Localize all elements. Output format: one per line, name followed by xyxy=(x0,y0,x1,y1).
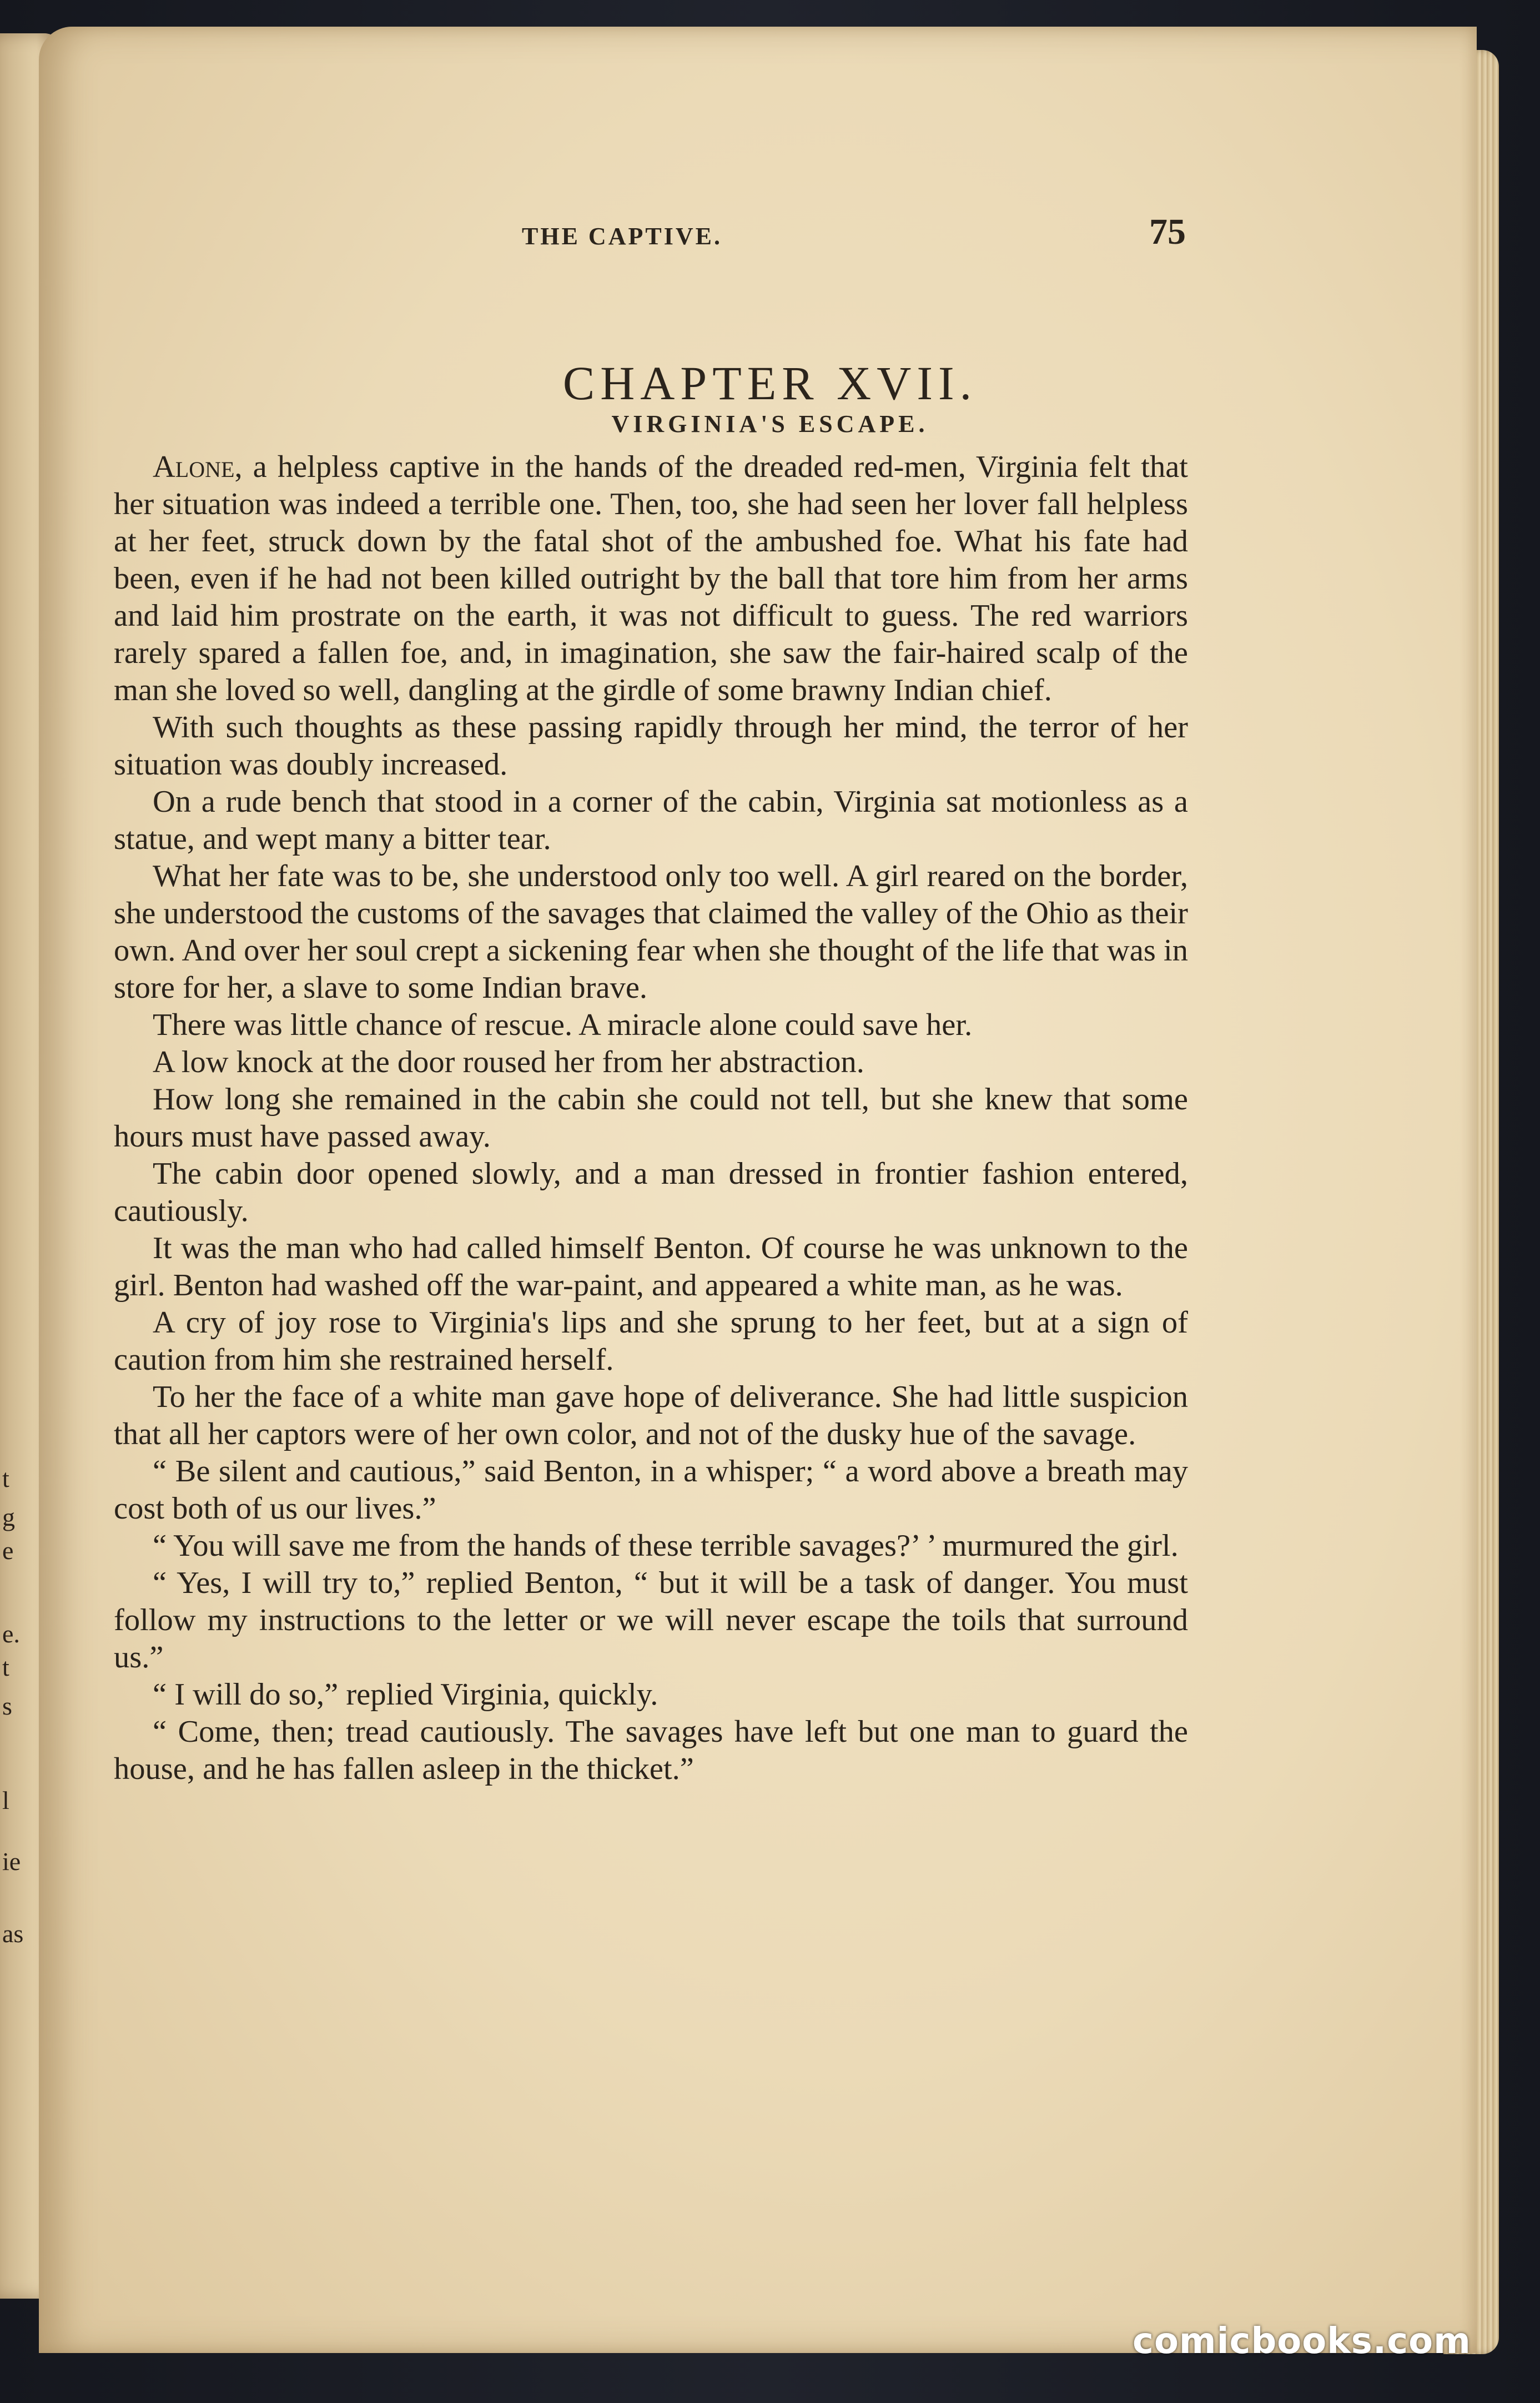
left-page-fragment: t xyxy=(2,1464,9,1492)
paragraph: The cabin door opened slowly, and a man dressed in frontier fashion entered, cautiously. xyxy=(114,1157,1188,1228)
site-watermark: comicbooks.com xyxy=(1133,2321,1471,2362)
left-page-fragment: g xyxy=(2,1503,15,1531)
paragraph xyxy=(114,449,1188,709)
chapter-title: CHAPTER XVII. xyxy=(562,356,978,410)
paragraph: What her fate was to be, she understood only too well. A girl reared on the border, she understood the customs of the savages that claimed the valley of the Ohio as their own. And over her soul crept a sickening fear when she thought of the life that was in store for her, a slave to some Indian brave. xyxy=(114,859,1188,1005)
paragraph: “ Come, then; tread cautiously. The savages have left but one man to guard the house, and he has fallen asleep in the thicket.” xyxy=(114,1715,1188,1786)
left-page-fragment: t xyxy=(2,1653,9,1681)
left-page-fragment: e. xyxy=(2,1620,20,1648)
paragraph: How long she remained in the cabin she could not tell, but she knew that some hours must have passed away. xyxy=(114,1082,1188,1154)
left-page-fragment: as xyxy=(2,1919,24,1948)
running-head: THE CAPTIVE. xyxy=(522,223,722,250)
paragraph: There was little chance of rescue. A miracle alone could save her. xyxy=(153,1008,973,1042)
left-page-fragment: ie xyxy=(2,1847,21,1876)
paragraph: “ You will save me from the hands of these terrible savages?’ ’ murmured the girl. xyxy=(153,1529,1179,1563)
paragraph-lead-word: Alone, xyxy=(153,450,243,484)
paragraph: A low knock at the door roused her from her abstraction. xyxy=(153,1045,864,1079)
paragraph: “ I will do so,” replied Virginia, quickly. xyxy=(153,1677,658,1712)
left-page-fragment: e xyxy=(2,1536,14,1565)
chapter-subtitle: VIRGINIA'S ESCAPE. xyxy=(611,410,929,438)
paragraph-text: a helpless captive in the hands of the dreaded red-men, Virginia felt that her situation was indeed a terrible one. Then, too, she had seen her lover fall helpless at her feet, struck down by the fatal shot of the ambushed foe. What his fate had been, even if he had not been killed outright by the ball that tore him from her arms and laid him prostrate on the earth, it was not difficult to guess. The red warriors rarely spared a fallen foe, and, in imagination, she saw the fair-haired scalp of the man she loved so well, dangling at the girdle of some brawny Indian chief. xyxy=(114,450,1188,707)
page-number: 75 xyxy=(1149,212,1186,252)
left-page-fragment: l xyxy=(2,1786,9,1814)
paragraph: On a rude bench that stood in a corner of the cabin, Virginia sat motionless as a statue, and wept many a bitter tear. xyxy=(114,785,1188,856)
left-page-fragment: s xyxy=(2,1692,12,1720)
paragraph: “ Yes, I will try to,” replied Benton, “ but it will be a task of danger. You must follow my instructions to the letter or we will never escape the toils that surround us.” xyxy=(114,1566,1188,1675)
paragraph: A cry of joy rose to Virginia's lips and she sprung to her feet, but at a sign of caution from him she restrained herself. xyxy=(114,1305,1188,1377)
paragraph: With such thoughts as these passing rapidly through her mind, the terror of her situation was doubly increased. xyxy=(114,710,1188,782)
paragraph: “ Be silent and cautious,” said Benton, in a whisper; “ a word above a breath may cost both of us our lives.” xyxy=(114,1454,1188,1526)
chapter-body xyxy=(114,449,1188,1788)
paragraph: It was the man who had called himself Benton. Of course he was unknown to the girl. Benton had washed off the war-paint, and appeared a white man, as he was. xyxy=(114,1231,1188,1303)
paragraph: To her the face of a white man gave hope of deliverance. She had little suspicion that all her captors were of her own color, and not of the dusky hue of the savage. xyxy=(114,1380,1188,1451)
